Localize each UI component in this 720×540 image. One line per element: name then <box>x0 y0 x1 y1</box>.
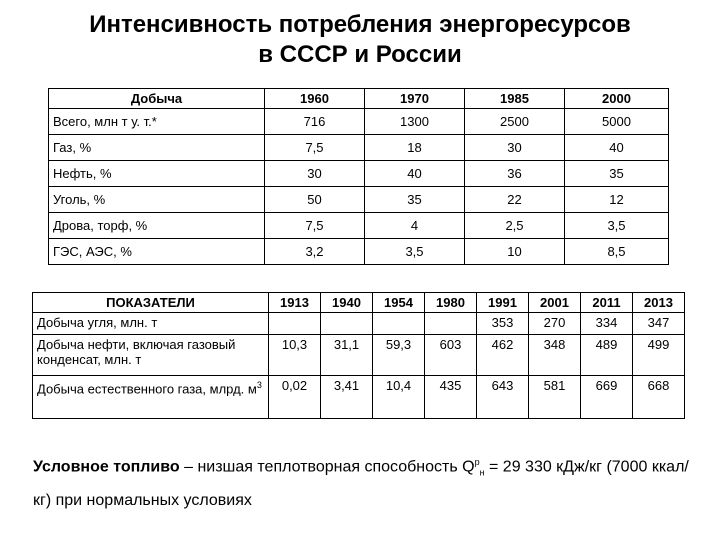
table-cell: 2,5 <box>465 213 565 239</box>
table-cell: 603 <box>425 335 477 376</box>
note-value: = 29 330 кДж/кг (7000 ккал/кг) при нормальных условиях <box>33 458 689 509</box>
cubic-superscript: 3 <box>256 380 262 390</box>
header-cell: 1980 <box>425 293 477 313</box>
row-label-text: Добыча естественного газа, млрд. м <box>37 381 257 397</box>
header-cell: 1913 <box>269 293 321 313</box>
table-cell: 643 <box>477 376 529 419</box>
table-row <box>33 376 685 419</box>
table-cell: 462 <box>477 335 529 376</box>
header-cell: 1970 <box>365 89 465 109</box>
table-cell: 7,5 <box>265 213 365 239</box>
table-row <box>49 213 669 239</box>
table-cell: 668 <box>633 376 685 419</box>
row-label: Добыча угля, млн. т <box>33 313 269 335</box>
header-cell: 1985 <box>465 89 565 109</box>
table-cell: 10,4 <box>373 376 425 419</box>
table-cell: 435 <box>425 376 477 419</box>
table-row <box>49 109 669 135</box>
q-subscript: н <box>479 467 485 478</box>
row-label: Уголь, % <box>49 187 265 213</box>
header-cell: 2011 <box>581 293 633 313</box>
table-cell: 3,2 <box>265 239 365 265</box>
table-cell: 10 <box>465 239 565 265</box>
table-cell: 22 <box>465 187 565 213</box>
header-cell: 1940 <box>321 293 373 313</box>
table-cell: 30 <box>465 135 565 161</box>
table-row <box>49 135 669 161</box>
header-cell: Добыча <box>49 89 265 109</box>
conventional-fuel-note <box>33 448 693 515</box>
table-cell <box>269 313 321 335</box>
table-row <box>49 161 669 187</box>
table-cell: 18 <box>365 135 465 161</box>
table-cell: 353 <box>477 313 529 335</box>
q-superscript: р <box>474 457 480 467</box>
table-cell: 36 <box>465 161 565 187</box>
table-cell: 499 <box>633 335 685 376</box>
table-cell: 35 <box>565 161 669 187</box>
row-label: ГЭС, АЭС, % <box>49 239 265 265</box>
table-row <box>49 187 669 213</box>
table-cell: 7,5 <box>265 135 365 161</box>
table-cell: 334 <box>581 313 633 335</box>
row-label: Добыча нефти, включая газовый конденсат, млн. т <box>33 335 269 376</box>
header-cell: 1960 <box>265 89 365 109</box>
table-cell <box>425 313 477 335</box>
table-cell: 0,02 <box>269 376 321 419</box>
table-cell: 59,3 <box>373 335 425 376</box>
table-cell: 12 <box>565 187 669 213</box>
table-cell: 348 <box>529 335 581 376</box>
row-label <box>33 376 269 419</box>
table-cell: 50 <box>265 187 365 213</box>
table-cell: 3,5 <box>365 239 465 265</box>
table-cell <box>321 313 373 335</box>
table-cell: 5000 <box>565 109 669 135</box>
table-cell: 4 <box>365 213 465 239</box>
row-label: Нефть, % <box>49 161 265 187</box>
table-cell: 40 <box>365 161 465 187</box>
header-cell: 2013 <box>633 293 685 313</box>
table-cell: 489 <box>581 335 633 376</box>
table-cell: 10,3 <box>269 335 321 376</box>
table-cell: 3,41 <box>321 376 373 419</box>
table-cell: 31,1 <box>321 335 373 376</box>
header-cell: ПОКАЗАТЕЛИ <box>33 293 269 313</box>
table-cell: 270 <box>529 313 581 335</box>
table-cell <box>373 313 425 335</box>
title-line-1: Интенсивность потребления энергоресурсов <box>89 11 631 38</box>
table-row <box>33 335 685 376</box>
title-line-2: в СССР и России <box>258 41 462 68</box>
header-cell: 1991 <box>477 293 529 313</box>
table-cell: 40 <box>565 135 669 161</box>
table-cell: 3,5 <box>565 213 669 239</box>
table-cell: 1300 <box>365 109 465 135</box>
table-row <box>49 239 669 265</box>
table-cell: 581 <box>529 376 581 419</box>
table-cell: 716 <box>265 109 365 135</box>
header-cell: 2000 <box>565 89 669 109</box>
note-term: Условное топливо <box>33 458 180 476</box>
table-cell: 347 <box>633 313 685 335</box>
table-cell: 669 <box>581 376 633 419</box>
table-cell: 8,5 <box>565 239 669 265</box>
page-title <box>0 10 720 70</box>
row-label: Дрова, торф, % <box>49 213 265 239</box>
production-share-table <box>48 88 669 265</box>
table-row <box>33 313 685 335</box>
row-label: Всего, млн т у. т.* <box>49 109 265 135</box>
header-cell: 1954 <box>373 293 425 313</box>
row-label: Газ, % <box>49 135 265 161</box>
table-cell: 35 <box>365 187 465 213</box>
table-header-row <box>49 89 669 109</box>
table-cell: 2500 <box>465 109 565 135</box>
table-cell: 30 <box>265 161 365 187</box>
header-cell: 2001 <box>529 293 581 313</box>
note-text: – низшая теплотворная способность Q <box>179 458 475 476</box>
indicators-table <box>32 292 685 419</box>
table-header-row <box>33 293 685 313</box>
